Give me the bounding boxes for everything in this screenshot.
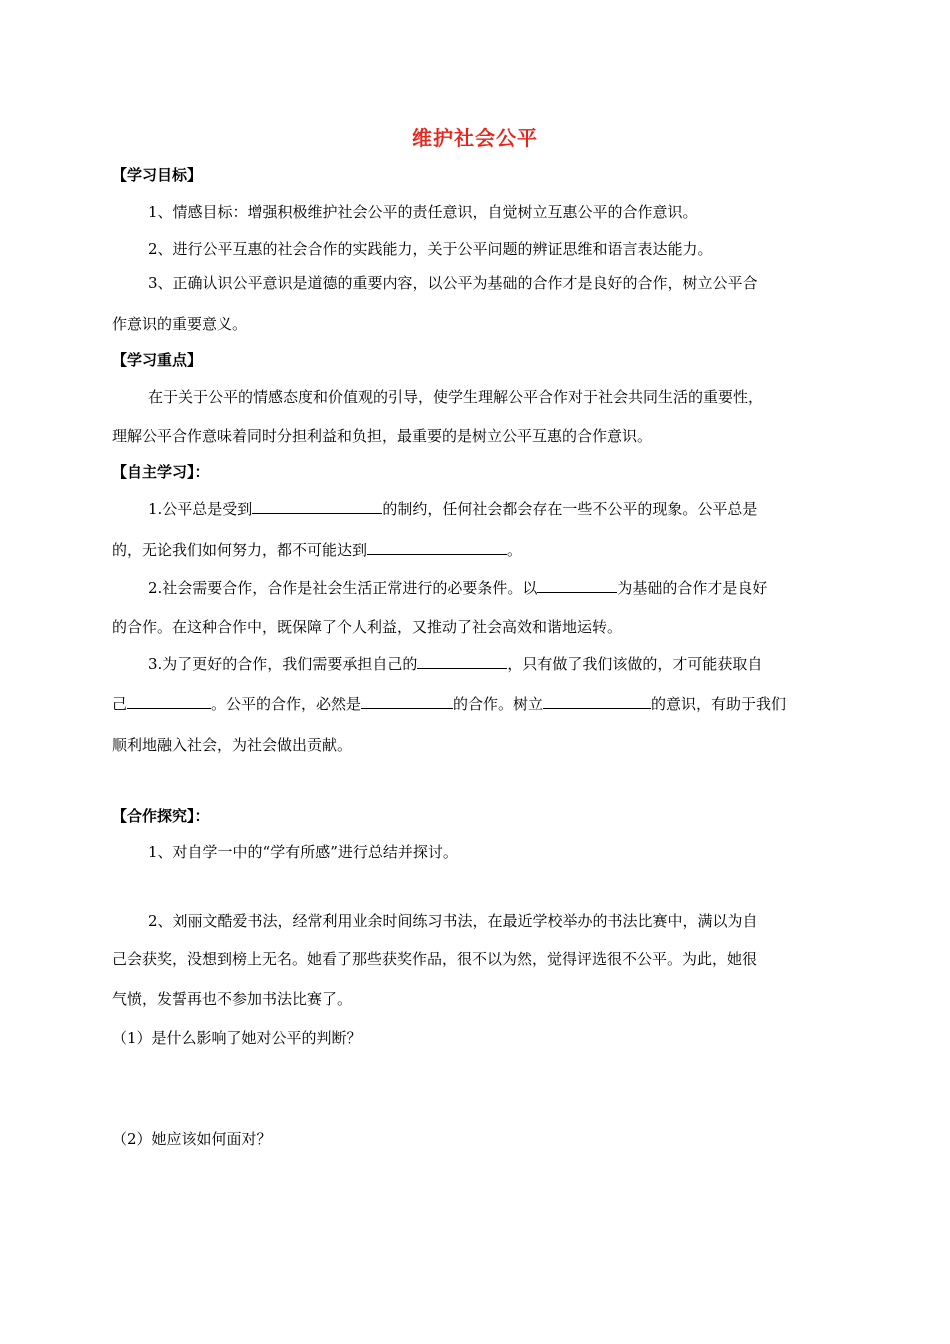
cooperation-question-1: （1）是什么影响了她对公平的判断？ bbox=[112, 1029, 362, 1047]
q1-text-d: 。 bbox=[507, 541, 523, 559]
q1-text-a: 1.公平总是受到 bbox=[148, 500, 253, 518]
self-study-q1-line-2 bbox=[112, 538, 522, 560]
objective-2: 2、进行公平互惠的社会合作的实践能力，关于公平问题的辨证思维和语言表达能力。 bbox=[148, 240, 713, 258]
self-study-heading: 【自主学习】： bbox=[112, 463, 210, 481]
key-points-line-2: 理解公平合作意味着同时分担利益和负担，最重要的是树立公平互惠的合作意识。 bbox=[112, 427, 653, 445]
cooperation-item-2-line-3: 气愤，发誓再也不参加书法比赛了。 bbox=[112, 990, 353, 1008]
q1-text-c: 的，无论我们如何努力，都不可能达到 bbox=[112, 541, 368, 559]
q3-text-a: 3.为了更好的合作，我们需要承担自己的 bbox=[148, 655, 418, 673]
objective-3-cont: 作意识的重要意义。 bbox=[112, 315, 248, 333]
page-title: 维护社会公平 bbox=[412, 126, 538, 150]
answer-blank[interactable] bbox=[367, 538, 507, 555]
answer-blank[interactable] bbox=[252, 497, 382, 514]
q2-text-b: 为基础的合作才是良好 bbox=[617, 579, 768, 597]
objectives-heading: 【学习目标】 bbox=[112, 166, 203, 184]
objective-1: 1、情感目标：增强积极维护社会公平的责任意识，自觉树立互惠公平的合作意识。 bbox=[148, 203, 698, 221]
answer-blank[interactable] bbox=[127, 692, 211, 709]
cooperation-question-2: （2）她应该如何面对？ bbox=[112, 1130, 272, 1148]
cooperation-item-1: 1、对自学一中的“学有所感”进行总结并探讨。 bbox=[148, 843, 458, 861]
cooperation-heading: 【合作探究】： bbox=[112, 807, 210, 825]
cooperation-item-2-line-1: 2、刘丽文酷爱书法，经常利用业余时间练习书法，在最近学校举办的书法比赛中，满以为自 bbox=[148, 912, 758, 930]
q3-text-c: 己 bbox=[112, 695, 128, 713]
q2-text-a: 2.社会需要合作，合作是社会生活正常进行的必要条件。以 bbox=[148, 579, 538, 597]
answer-blank[interactable] bbox=[361, 692, 453, 709]
cooperation-item-2-line-2: 己会获奖，没想到榜上无名。她看了那些获奖作品，很不以为然，觉得评选很不公平。为此，她很 bbox=[112, 950, 758, 968]
answer-blank[interactable] bbox=[543, 692, 651, 709]
objective-3: 3、正确认识公平意识是道德的重要内容，以公平为基础的合作才是良好的合作，树立公平合 bbox=[148, 274, 758, 292]
q3-text-f: 的意识，有助于我们 bbox=[651, 695, 787, 713]
answer-blank[interactable] bbox=[417, 652, 507, 669]
self-study-q2-line-1 bbox=[148, 576, 767, 598]
self-study-q3-line-1 bbox=[148, 652, 762, 674]
q3-text-b: ，只有做了我们该做的，才可能获取自 bbox=[507, 655, 763, 673]
key-points-heading: 【学习重点】 bbox=[112, 351, 203, 369]
self-study-q1-line-1 bbox=[148, 497, 757, 519]
q1-text-b: 的制约，任何社会都会存在一些不公平的现象。公平总是 bbox=[382, 500, 758, 518]
q3-text-e: 的合作。树立 bbox=[453, 695, 544, 713]
self-study-q3-line-2 bbox=[112, 692, 786, 714]
self-study-q2-line-2: 的合作。在这种合作中，既保障了个人利益，又推动了社会高效和谐地运转。 bbox=[112, 618, 623, 636]
q3-text-d: 。公平的合作，必然是 bbox=[211, 695, 362, 713]
answer-blank[interactable] bbox=[537, 576, 617, 593]
self-study-q3-line-3: 顺利地融入社会，为社会做出贡献。 bbox=[112, 736, 353, 754]
key-points-line-1: 在于关于公平的情感态度和价值观的引导，使学生理解公平合作对于社会共同生活的重要性， bbox=[148, 388, 764, 406]
